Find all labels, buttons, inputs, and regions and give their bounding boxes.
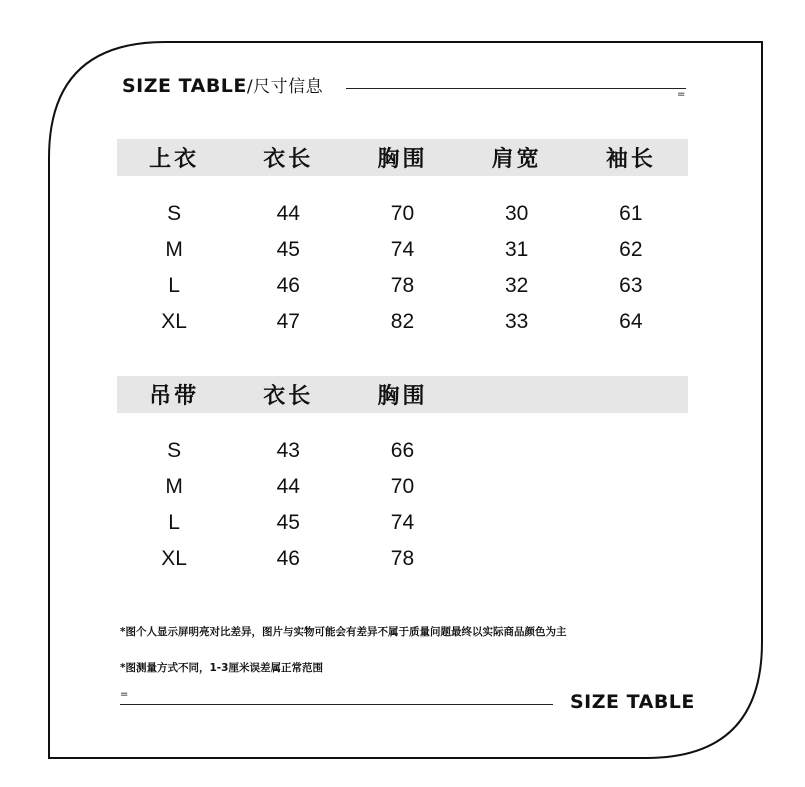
- table-cell: 70: [390, 475, 415, 498]
- table-cell: 61: [619, 202, 643, 225]
- table-cell: 44: [276, 475, 300, 498]
- cami-table-header: [117, 376, 688, 413]
- footer-rule: [120, 704, 553, 705]
- table-cell: L: [168, 274, 180, 297]
- table-row: [117, 505, 688, 541]
- header-rule: [346, 88, 686, 89]
- table-cell: 64: [619, 310, 643, 333]
- table-cell: 44: [276, 202, 300, 225]
- table-row: [117, 469, 688, 505]
- cami-size-table: [117, 376, 688, 577]
- table-cell: 63: [619, 274, 643, 297]
- table-cell: XL: [161, 310, 187, 333]
- header-cell: 吊带: [149, 383, 200, 409]
- table-cell: 33: [504, 310, 529, 333]
- top-size-table: [117, 139, 688, 340]
- table-cell: 74: [390, 238, 415, 261]
- table-cell: 82: [390, 310, 415, 333]
- table-row: [117, 433, 688, 469]
- header-cell: 衣长: [263, 383, 314, 409]
- header-title-cn: /尺寸信息: [246, 77, 324, 97]
- table-cell: 45: [276, 238, 300, 261]
- table-row: [117, 304, 688, 340]
- header-cell: 胸围: [377, 146, 428, 172]
- table-cell: 78: [390, 274, 415, 297]
- table-row: [117, 268, 688, 304]
- table-cell: 30: [504, 202, 529, 225]
- header-cell: 衣长: [263, 146, 314, 172]
- table-cell: 70: [390, 202, 415, 225]
- table-cell: M: [165, 475, 183, 498]
- footer-eq-mark: =: [120, 689, 129, 700]
- header-cell: 胸围: [377, 383, 428, 409]
- table-cell: 45: [276, 511, 300, 534]
- header-cell: 肩宽: [491, 146, 542, 172]
- table-cell: 66: [390, 439, 415, 462]
- table-cell: 31: [504, 238, 529, 261]
- header-title: [122, 72, 323, 97]
- table-cell: 78: [390, 547, 415, 570]
- table-cell: 74: [390, 511, 415, 534]
- table-cell: 43: [276, 439, 300, 462]
- table-row: [117, 541, 688, 577]
- table-cell: S: [167, 202, 182, 225]
- header-cell: 袖长: [605, 146, 656, 172]
- table-cell: 62: [619, 238, 643, 261]
- table-cell: 46: [276, 547, 300, 570]
- table-cell: S: [167, 439, 182, 462]
- table-cell: 46: [276, 274, 300, 297]
- table-cell: 47: [276, 310, 300, 333]
- top-table-header: [117, 139, 688, 176]
- note-measurement-tolerance: *图测量方式不同，1-3厘米误差属正常范围: [120, 662, 323, 674]
- table-row: [117, 232, 688, 268]
- table-cell: XL: [161, 547, 187, 570]
- header-cell: 上衣: [149, 146, 200, 172]
- footer-title: SIZE TABLE: [570, 691, 695, 713]
- note-display-difference: *图个人显示屏明亮对比差异，图片与实物可能会有差异不属于质量问题最终以实际商品颜色为主: [120, 626, 567, 638]
- table-cell: 32: [504, 274, 529, 297]
- table-row: [117, 196, 688, 232]
- table-cell: L: [168, 511, 180, 534]
- header-eq-mark: =: [677, 89, 686, 100]
- table-cell: M: [165, 238, 183, 261]
- header-title-en: SIZE TABLE: [122, 75, 247, 97]
